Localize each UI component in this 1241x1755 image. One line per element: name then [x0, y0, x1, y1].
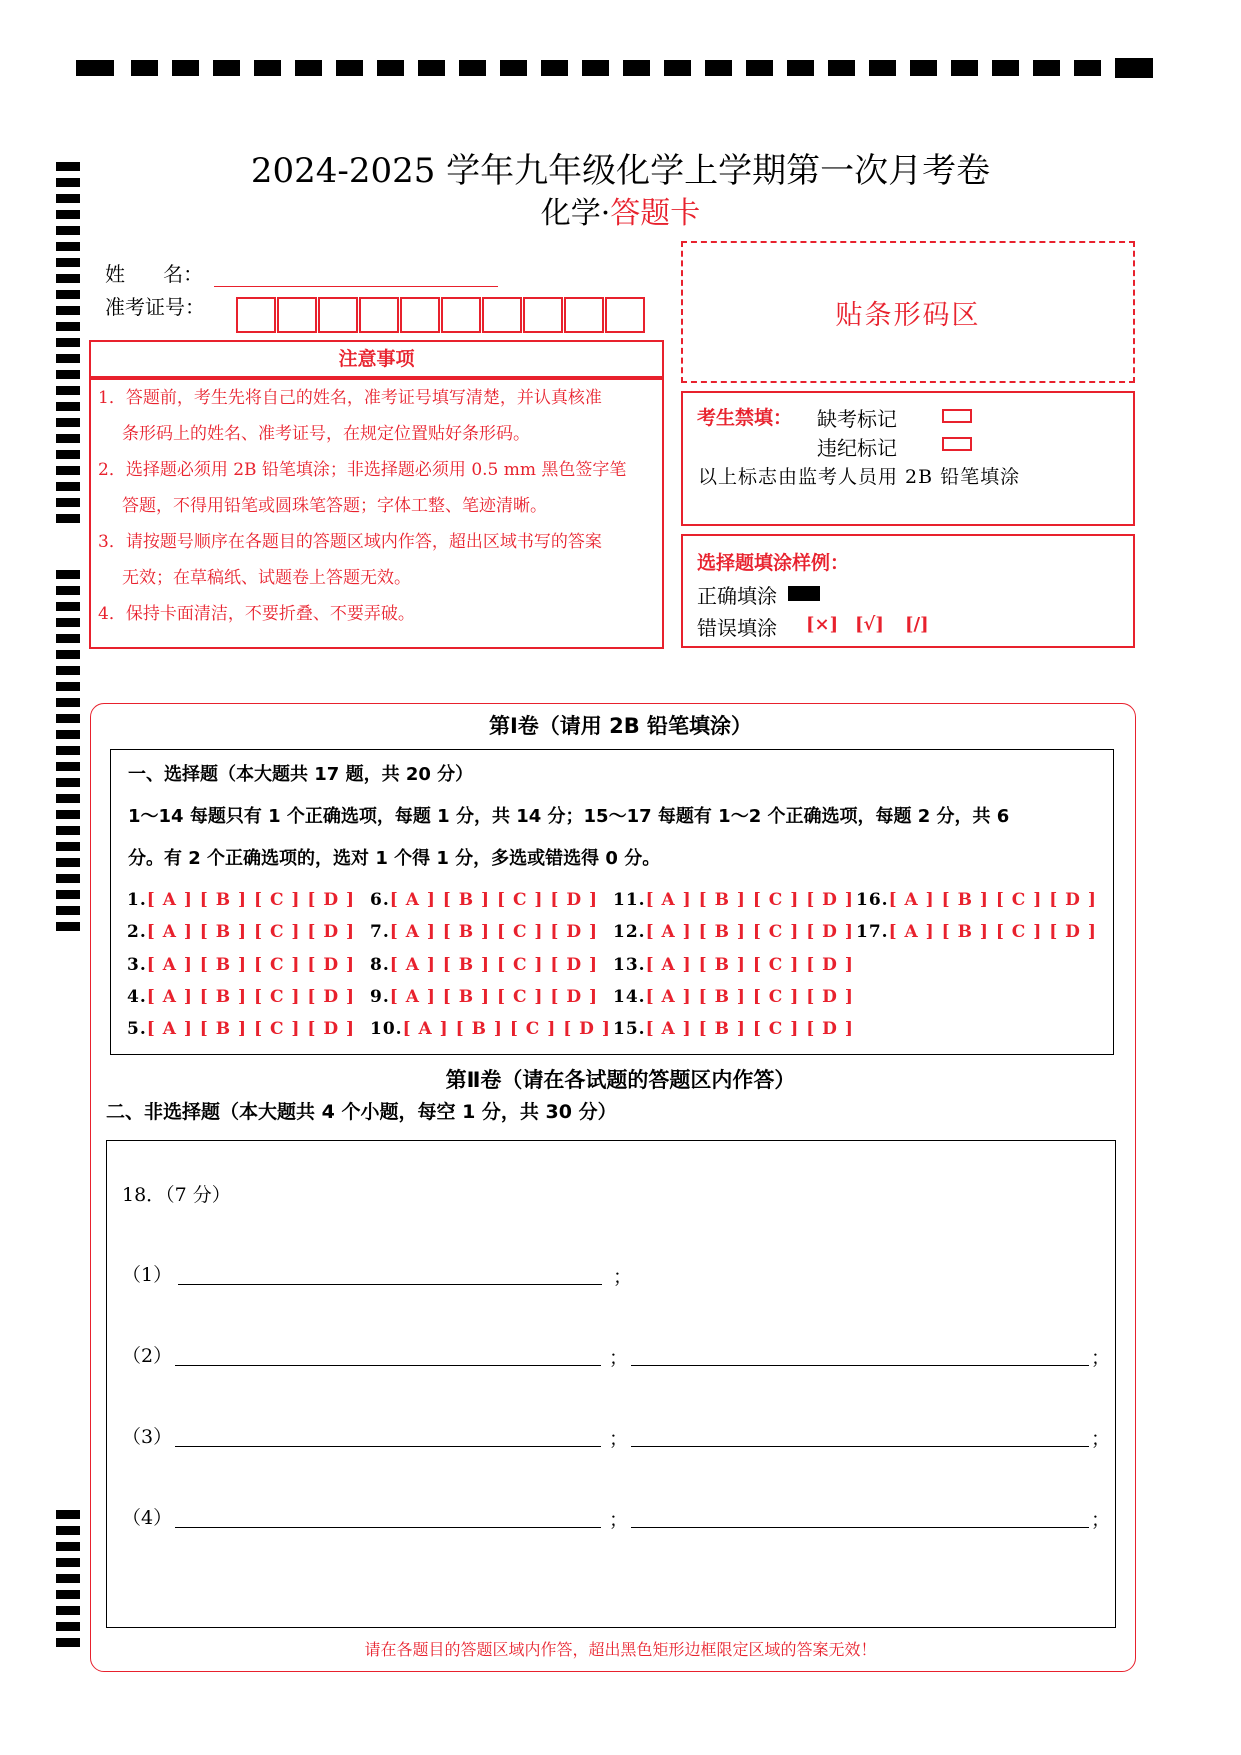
exam-id-label: 准考证号： [105, 295, 205, 319]
wrong-fill-cross: [×] [806, 614, 839, 635]
exam-id-cell[interactable] [523, 297, 563, 333]
violation-mark-label: 违纪标记 [817, 436, 897, 460]
question-row[interactable] [127, 987, 355, 1007]
question-number: 16. [856, 890, 889, 910]
question-row[interactable] [856, 890, 1097, 910]
question-number: 14. [613, 987, 646, 1007]
exam-id-cell[interactable] [277, 297, 317, 333]
question-number: 1. [127, 890, 147, 910]
absent-mark-box[interactable] [942, 409, 972, 423]
non-choice-section-title: 二、非选择题（本大题共 4 个小题，每空 1 分，共 30 分） [106, 1101, 617, 1123]
question-number: 17. [856, 922, 889, 942]
wrong-fill-slash: [/] [905, 614, 929, 635]
part1-title: 第Ⅰ卷（请用 2B 铅笔填涂） [488, 714, 753, 738]
notice-header [89, 340, 664, 378]
question-options[interactable]: [ A ] [ B ] [ C ] [ D ] [645, 922, 854, 942]
barcode-area[interactable] [681, 241, 1135, 383]
question-row[interactable] [613, 922, 854, 942]
question-row[interactable] [127, 890, 355, 910]
semicolon: ； [613, 1266, 633, 1288]
notice-item: 2．选择题必须用 2B 铅笔填涂；非选择题必须用 0.5 mm 黑色签字笔 [98, 460, 627, 480]
subtitle-answer-card: 答题卡 [610, 196, 701, 231]
question-number: 10. [370, 1019, 403, 1039]
q18-label: 18．（7 分） [122, 1184, 231, 1206]
exam-id-cell[interactable] [482, 297, 522, 333]
question-row[interactable] [127, 1019, 355, 1039]
question-options[interactable]: [ A ] [ B ] [ C ] [ D ] [146, 955, 356, 975]
notice-item: 3．请按题号顺序在各题目的答题区域内作答，超出区域书写的答案 [98, 532, 602, 552]
question-options[interactable]: [ A ] [ B ] [ C ] [ D ] [146, 890, 356, 910]
semicolon: ； [609, 1347, 629, 1369]
question-options[interactable]: [ A ] [ B ] [ C ] [ D ] [402, 1019, 611, 1039]
sub-question-label: （4） [122, 1507, 173, 1529]
notice-item: 4．保持卡面清洁，不要折叠、不要弄破。 [98, 604, 415, 624]
question-options[interactable]: [ A ] [ B ] [ C ] [ D ] [146, 1019, 356, 1039]
question-row[interactable] [613, 987, 854, 1007]
answer-blank[interactable] [178, 1284, 602, 1285]
question-row[interactable] [370, 987, 598, 1007]
question-row[interactable] [127, 955, 355, 975]
question-options[interactable]: [ A ] [ B ] [ C ] [ D ] [645, 987, 854, 1007]
violation-mark-box[interactable] [942, 437, 972, 451]
semicolon: ； [609, 1509, 629, 1531]
notice-title: 注意事项 [338, 348, 415, 370]
wrong-fill-label: 错误填涂 [697, 616, 777, 640]
exam-id-cell[interactable] [236, 297, 276, 333]
exam-id-cell[interactable] [441, 297, 481, 333]
question-row[interactable] [127, 922, 355, 942]
semicolon: ； [1091, 1347, 1111, 1369]
answer-blank[interactable] [631, 1446, 1089, 1447]
sample-title: 选择题填涂样例： [697, 552, 850, 574]
question-options[interactable]: [ A ] [ B ] [ C ] [ D ] [389, 955, 599, 975]
question-row[interactable] [370, 922, 598, 942]
question-options[interactable]: [ A ] [ B ] [ C ] [ D ] [645, 955, 854, 975]
question-row[interactable] [856, 922, 1097, 942]
exam-id-cell[interactable] [359, 297, 399, 333]
question-number: 9. [370, 987, 390, 1007]
part2-title: 第Ⅱ卷（请在各试题的答题区内作答） [445, 1068, 796, 1092]
notice-item: 无效；在草稿纸、试题卷上答题无效。 [122, 568, 411, 588]
question-options[interactable]: [ A ] [ B ] [ C ] [ D ] [389, 890, 599, 910]
wrong-fill-check: [√] [855, 614, 884, 635]
question-number: 6. [370, 890, 390, 910]
question-number: 3. [127, 955, 147, 975]
semicolon: ； [1091, 1509, 1111, 1531]
question-number: 11. [613, 890, 646, 910]
question-row[interactable] [613, 890, 854, 910]
question-row[interactable] [370, 1019, 611, 1039]
choice-section-title: 一、选择题（本大题共 17 题，共 20 分） [128, 764, 474, 785]
sub-question-label: （1） [122, 1264, 173, 1286]
notice-item: 条形码上的姓名、准考证号，在规定位置贴好条形码。 [122, 424, 530, 444]
answer-blank[interactable] [631, 1527, 1089, 1528]
correct-fill-label: 正确填涂 [697, 584, 777, 608]
question-number: 4. [127, 987, 147, 1007]
name-field[interactable] [214, 286, 498, 287]
footer-warning: 请在各题目的答题区域内作答，超出黑色矩形边框限定区域的答案无效！ [364, 1640, 877, 1659]
question-number: 5. [127, 1019, 147, 1039]
page-title: 2024-2025 学年九年级化学上学期第一次月考卷 [250, 151, 991, 191]
q18-answer-box [106, 1140, 1116, 1628]
question-options[interactable]: [ A ] [ B ] [ C ] [ D ] [146, 922, 356, 942]
question-options[interactable]: [ A ] [ B ] [ C ] [ D ] [389, 987, 599, 1007]
question-number: 15. [613, 1019, 646, 1039]
choice-desc-line2: 分。有 2 个正确选项的，选对 1 个得 1 分，多选或错选得 0 分。 [128, 848, 661, 869]
question-number: 2. [127, 922, 147, 942]
exam-id-cell[interactable] [564, 297, 604, 333]
exam-id-cell[interactable] [318, 297, 358, 333]
question-options[interactable]: [ A ] [ B ] [ C ] [ D ] [146, 987, 356, 1007]
exam-id-cell[interactable] [400, 297, 440, 333]
answer-blank[interactable] [175, 1365, 601, 1366]
forbidden-title: 考生禁填： [697, 407, 793, 429]
question-options[interactable]: [ A ] [ B ] [ C ] [ D ] [389, 922, 599, 942]
subtitle-subject: 化学· [540, 196, 611, 231]
choice-desc-line1: 1～14 每题只有 1 个正确选项，每题 1 分，共 14 分；15～17 每题有 1～2 个正确选项，每题 2 分，共 6 [128, 806, 1010, 827]
question-options[interactable]: [ A ] [ B ] [ C ] [ D ] [888, 922, 1097, 942]
sub-question-label: （2） [122, 1345, 173, 1367]
exam-id-cell[interactable] [605, 297, 645, 333]
question-number: 13. [613, 955, 646, 975]
forbidden-note: 以上标志由监考人员用 2B 铅笔填涂 [698, 466, 1021, 488]
name-label: 姓 名： [105, 262, 204, 286]
answer-blank[interactable] [631, 1365, 1089, 1366]
notice-item: 1．答题前，考生先将自己的姓名，准考证号填写清楚，并认真核准 [98, 388, 602, 408]
page-subtitle [0, 188, 1241, 232]
question-options[interactable]: [ A ] [ B ] [ C ] [ D ] [645, 890, 854, 910]
correct-fill-sample [788, 586, 820, 601]
semicolon: ； [609, 1428, 629, 1450]
question-row[interactable] [370, 890, 598, 910]
question-options[interactable]: [ A ] [ B ] [ C ] [ D ] [645, 1019, 854, 1039]
barcode-label: 贴条形码区 [835, 300, 981, 331]
answer-blank[interactable] [175, 1527, 601, 1528]
absent-mark-label: 缺考标记 [817, 407, 897, 431]
question-row[interactable] [613, 1019, 854, 1039]
answer-blank[interactable] [175, 1446, 601, 1447]
semicolon: ； [1091, 1428, 1111, 1450]
question-number: 7. [370, 922, 390, 942]
question-row[interactable] [370, 955, 598, 975]
question-row[interactable] [613, 955, 854, 975]
question-number: 12. [613, 922, 646, 942]
question-options[interactable]: [ A ] [ B ] [ C ] [ D ] [888, 890, 1097, 910]
sub-question-label: （3） [122, 1426, 173, 1448]
question-number: 8. [370, 955, 390, 975]
notice-item: 答题，不得用铅笔或圆珠笔答题；字体工整、笔迹清晰。 [122, 496, 547, 516]
